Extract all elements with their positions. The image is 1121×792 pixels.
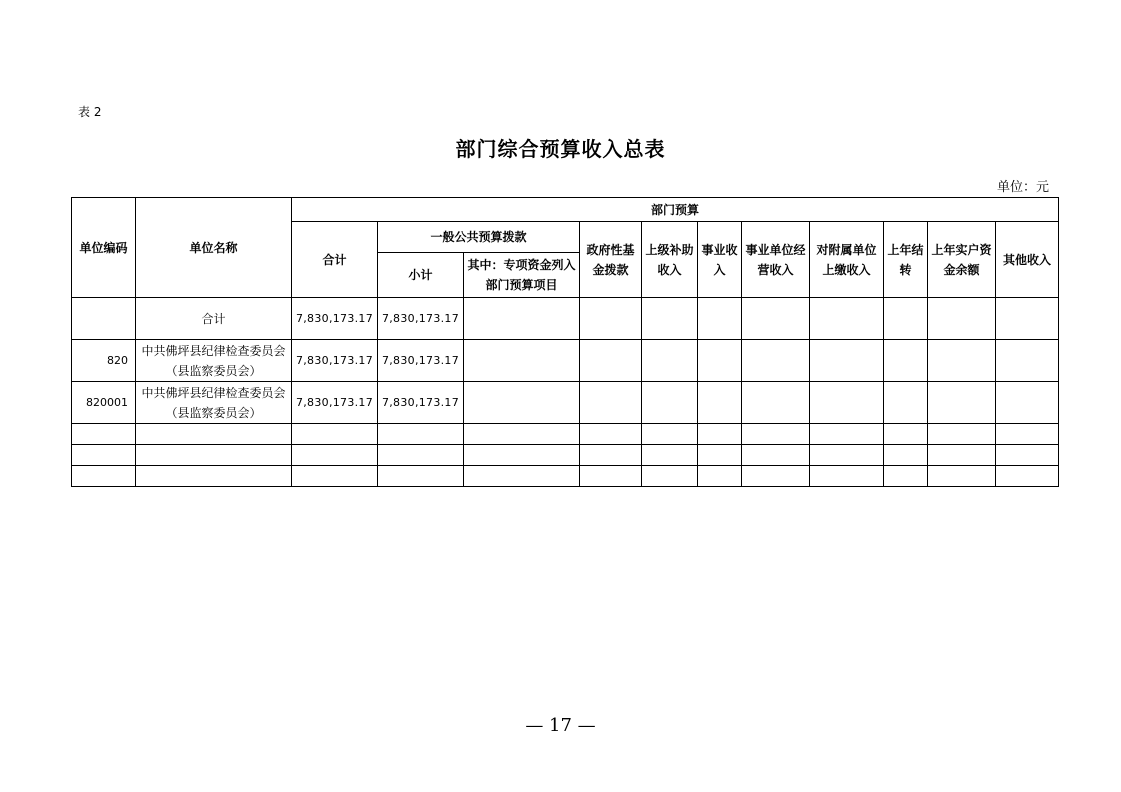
cell-empty xyxy=(698,340,742,382)
table-row xyxy=(72,340,1059,382)
table-label: 表 2 xyxy=(78,105,102,119)
header-general-public: 一般公共预算拨款 xyxy=(378,222,580,253)
cell-empty xyxy=(928,382,996,424)
cell-empty xyxy=(580,298,642,340)
header-unit-name: 单位名称 xyxy=(136,198,292,298)
cell-empty xyxy=(742,382,810,424)
cell-unit-name: 合计 xyxy=(136,298,292,340)
cell-empty xyxy=(928,298,996,340)
empty-row xyxy=(72,424,1059,445)
cell-subtotal: 7,830,173.17 xyxy=(378,298,464,340)
header-row xyxy=(72,198,1059,222)
cell-subtotal: 7,830,173.17 xyxy=(378,382,464,424)
cell-empty xyxy=(996,298,1059,340)
header-dept-budget: 部门预算 xyxy=(292,198,1059,222)
cell-empty xyxy=(884,298,928,340)
cell-unit-name: 中共佛坪县纪律检查委员会（县监察委员会） xyxy=(136,382,292,424)
cell-total: 7,830,173.17 xyxy=(292,382,378,424)
table-row xyxy=(72,382,1059,424)
header-unit-code: 单位编码 xyxy=(72,198,136,298)
cell-empty xyxy=(928,340,996,382)
header-carryover: 上年结转 xyxy=(884,222,928,298)
header-special-funds: 其中：专项资金列入部门预算项目 xyxy=(464,253,580,298)
cell-empty xyxy=(810,298,884,340)
cell-unit-code: 820 xyxy=(72,340,136,382)
page-number: — 17 — xyxy=(525,715,596,736)
cell-empty xyxy=(698,382,742,424)
table-row xyxy=(72,298,1059,340)
empty-row xyxy=(72,466,1059,487)
cell-empty xyxy=(580,340,642,382)
cell-total: 7,830,173.17 xyxy=(292,340,378,382)
cell-subtotal: 7,830,173.17 xyxy=(378,340,464,382)
header-affiliated-income: 对附属单位上缴收入 xyxy=(810,222,884,298)
cell-empty xyxy=(996,340,1059,382)
header-prior-balance: 上年实户资金余额 xyxy=(928,222,996,298)
cell-total: 7,830,173.17 xyxy=(292,298,378,340)
unit-note: 单位：元 xyxy=(996,180,1049,195)
cell-empty xyxy=(464,298,580,340)
cell-empty xyxy=(810,340,884,382)
cell-empty xyxy=(642,382,698,424)
cell-unit-name: 中共佛坪县纪律检查委员会（县监察委员会） xyxy=(136,340,292,382)
cell-unit-code: 820001 xyxy=(72,382,136,424)
cell-empty xyxy=(698,298,742,340)
empty-row xyxy=(72,445,1059,466)
cell-empty xyxy=(742,298,810,340)
header-total: 合计 xyxy=(292,222,378,298)
cell-empty xyxy=(464,340,580,382)
cell-empty xyxy=(884,340,928,382)
cell-empty xyxy=(464,382,580,424)
header-operating-income: 事业单位经营收入 xyxy=(742,222,810,298)
cell-empty xyxy=(742,340,810,382)
header-gov-fund: 政府性基金拨款 xyxy=(580,222,642,298)
cell-empty xyxy=(642,298,698,340)
cell-unit-code xyxy=(72,298,136,340)
budget-table xyxy=(71,197,1059,487)
cell-empty xyxy=(810,382,884,424)
cell-empty xyxy=(884,382,928,424)
cell-empty xyxy=(996,382,1059,424)
cell-empty xyxy=(580,382,642,424)
header-other-income: 其他收入 xyxy=(996,222,1059,298)
header-business-income: 事业收入 xyxy=(698,222,742,298)
header-superior-subsidy: 上级补助收入 xyxy=(642,222,698,298)
header-subtotal: 小计 xyxy=(378,253,464,298)
page-title: 部门综合预算收入总表 xyxy=(455,137,666,161)
cell-empty xyxy=(642,340,698,382)
